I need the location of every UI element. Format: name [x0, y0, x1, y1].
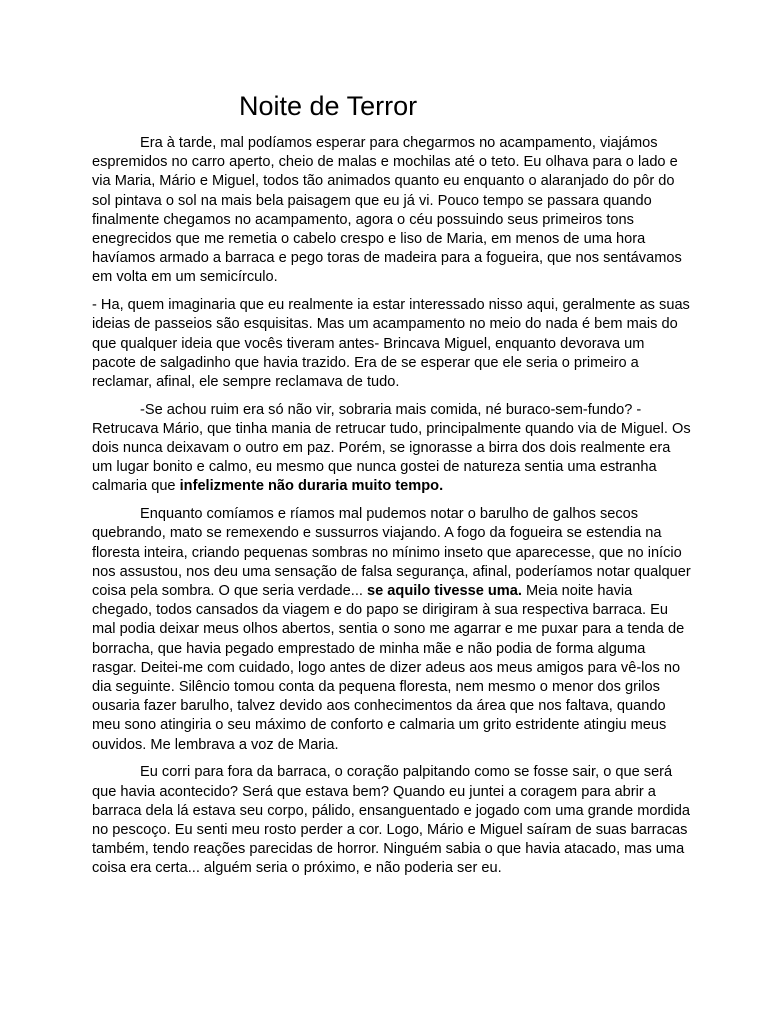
document-title: Noite de Terror — [239, 91, 418, 121]
paragraph-text: Enquanto comíamos e ríamos mal pudemos notar o barulho de galhos secos quebrando, mato se remexendo e sussurros viajando. A fogo da fogueira se estendia na floresta inteira, criando pequenas sombras no mínimo inseto que aparecesse, que no início nos assustou, nos deu uma sensação de falsa segurança, afinal, poderíamos notar qualquer coisa pela sombra. O que seria verdade... — [92, 506, 691, 599]
paragraph — [92, 505, 692, 755]
emphasized-text: infelizmente não duraria muito tempo. — [179, 478, 444, 495]
paragraph-text: Meia noite havia chegado, todos cansados da viagem e do papo se dirigiram à sua respectiva barraca. Eu mal podia deixar meus olhos abertos, sentia o sono me agarrar e me puxar para a tenda de borracha, que havia pegado emprestado de minha mãe e não podia de forma alguma rasgar. Deitei-me com cuidado, logo antes de dizer adeus aos meus amigos para vê-los no dia seguinte. Silêncio tomou conta da pequena floresta, nem mesmo o menor dos grilos ousaria fazer barulho, talvez devido aos conhecimentos da área que nos faltava, quando meu sono atingiria o seu máximo de conforto e calmaria um grito estridente atingiu meus ouvidos. Me lembrava a voz de Maria. — [92, 582, 685, 753]
paragraph-text: - Ha, quem imaginaria que eu realmente ia estar interessado nisso aqui, geralmente as suas ideias de passeios são esquisitas. Mas um acampamento no meio do nada é bem mais do que qualquer ideia que vocês tiveram antes- Brincava Miguel, enquanto devorava um pacote de salgadinho que havia trazido. Era de se esperar que ele seria o primeiro a reclamar, afinal, ele sempre reclamava de tudo. — [92, 297, 690, 390]
emphasized-text: se aquilo tivesse uma. — [367, 582, 522, 599]
paragraph — [92, 134, 692, 288]
paragraph — [92, 763, 692, 878]
paragraph-text: Era à tarde, mal podíamos esperar para chegarmos no acampamento, viajámos espremidos no carro aperto, cheio de malas e mochilas até o teto. Eu olhava para o lado e via Maria, Mário e Miguel, todos tão animados quanto eu enquanto o alaranjado do pôr do sol pintava o sol na mais bela paisagem que eu já vi. Pouco tempo se passara quando finalmente chegamos no acampamento, agora o céu possuindo seus primeiros tons enegrecidos que me remetia o cabelo crespo e liso de Maria, em menos de uma hora havíamos armado a barraca e pego toras de madeira para a fogueira, que nos sentávamos em volta em um semicírculo. — [92, 135, 682, 286]
paragraph-text: Eu corri para fora da barraca, o coração palpitando como se fosse sair, o que será que havia acontecido? Será que estava bem? Quando eu juntei a coragem para abrir a barraca dela lá estava seu corpo, pálido, ensanguentado e jogado com uma grande mordida no pescoço. Eu senti meu rosto perder a cor. Logo, Mário e Miguel saíram de suas barracas também, tendo reações parecidas de horror. Ninguém sabia o que havia atacado, mas uma coisa era certa... alguém seria o próximo, e não poderia ser eu. — [92, 764, 690, 877]
paragraph — [92, 401, 692, 497]
document-body — [92, 134, 692, 887]
paragraph-text: -Se achou ruim era só não vir, sobraria mais comida, né buraco-sem-fundo? - Retrucava Mário, que tinha mania de retrucar tudo, principalmente quando via de Miguel. Os dois nunca deixavam o outro em paz. Porém, se ignorasse a birra dos dois realmente era um lugar bonito e calmo, eu mesmo que nunca gostei de natureza sentia uma estranha calmaria que — [92, 401, 691, 495]
paragraph — [92, 296, 692, 392]
